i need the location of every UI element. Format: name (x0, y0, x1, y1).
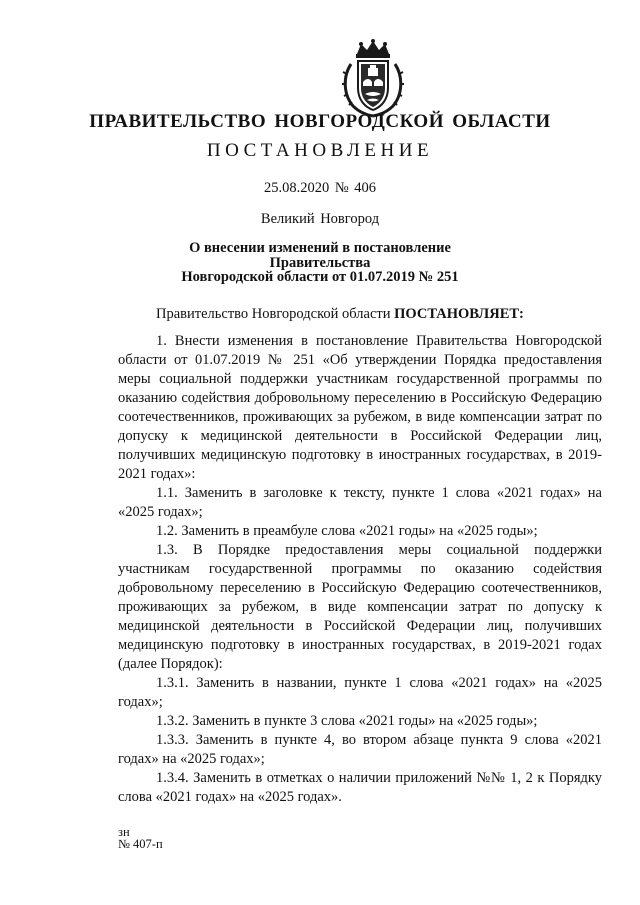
paragraph-1-3: 1.3. В Порядке предоставления меры социальной поддержки участникам государственной программы по оказанию содействия добровольному переселению в Российскую Федерацию соотечественников, проживающих за рубежом, в виде компенсации затрат по допуску к медицинской деятельности в Российской Федерации лиц, получивших медицинскую подготовку в иностранных государствах, в 2019-2021 годах (далее Порядок): (118, 542, 602, 672)
paragraph-1-3-4: 1.3.4. Заменить в отметках о наличии приложений №№ 1, 2 к Порядку слова «2021 годах» на «2025 годах». (118, 770, 602, 805)
paragraph-1-3-1: 1.3.1. Заменить в названии, пункте 1 слова «2021 годах» на «2025 годах»; (118, 675, 602, 710)
paragraph-1-1: 1.1. Заменить в заголовке к тексту, пункте 1 слова «2021 годах» на «2025 годах»; (118, 485, 602, 520)
intro-paragraph (118, 305, 602, 324)
document-footer (118, 826, 163, 850)
organization-name: ПРАВИТЕЛЬСТВО НОВГОРОДСКОЙ ОБЛАСТИ (89, 111, 551, 132)
subject-line-1: О внесении изменений в постановление Правительства (189, 240, 451, 271)
paragraph-1-3-3: 1.3.3. Заменить в пункте 4, во втором абзаце пункта 9 слова «2021 годах» на «2025 годах»; (118, 732, 602, 767)
paragraph-1-2: 1.2. Заменить в преамбуле слова «2021 годы» на «2025 годы»; (156, 523, 538, 539)
paragraph-1-3-2: 1.3.2. Заменить в пункте 3 слова «2021 годы» на «2025 годы»; (156, 713, 538, 729)
intro-text: Правительство Новгородской области (156, 306, 395, 322)
document-city: Великий Новгород (260, 211, 380, 227)
intro-decree-word: ПОСТАНОВЛЯЕТ: (394, 306, 524, 322)
document-date-number: 25.08.2020 № 406 (263, 180, 377, 196)
paragraph-1: 1. Внести изменения в постановление Правительства Новгородской области от 01.07.2019 № 251 «Об утверждении Порядка предоставления меры социальной поддержки участникам государственной программы по оказанию содействия добровольному переселению в Российскую Федерацию соотечественников, проживающих за рубежом, в виде компенсации затрат по допуску к медицинской деятельности в Российской Федерации лиц, получивших медицинскую подготовку в иностранных государствах, в 2019-2021 годах»: (118, 333, 602, 482)
footer-initials: зн (118, 825, 130, 839)
subject-line-2: Новгородской области от 01.07.2019 № 251 (181, 269, 459, 285)
footer-number: № 407-п (118, 837, 163, 851)
document-body (118, 305, 602, 807)
document-subject (150, 241, 490, 285)
document-type: ПОСТАНОВЛЕНИЕ (206, 140, 434, 161)
coat-of-arms-icon (337, 38, 409, 118)
